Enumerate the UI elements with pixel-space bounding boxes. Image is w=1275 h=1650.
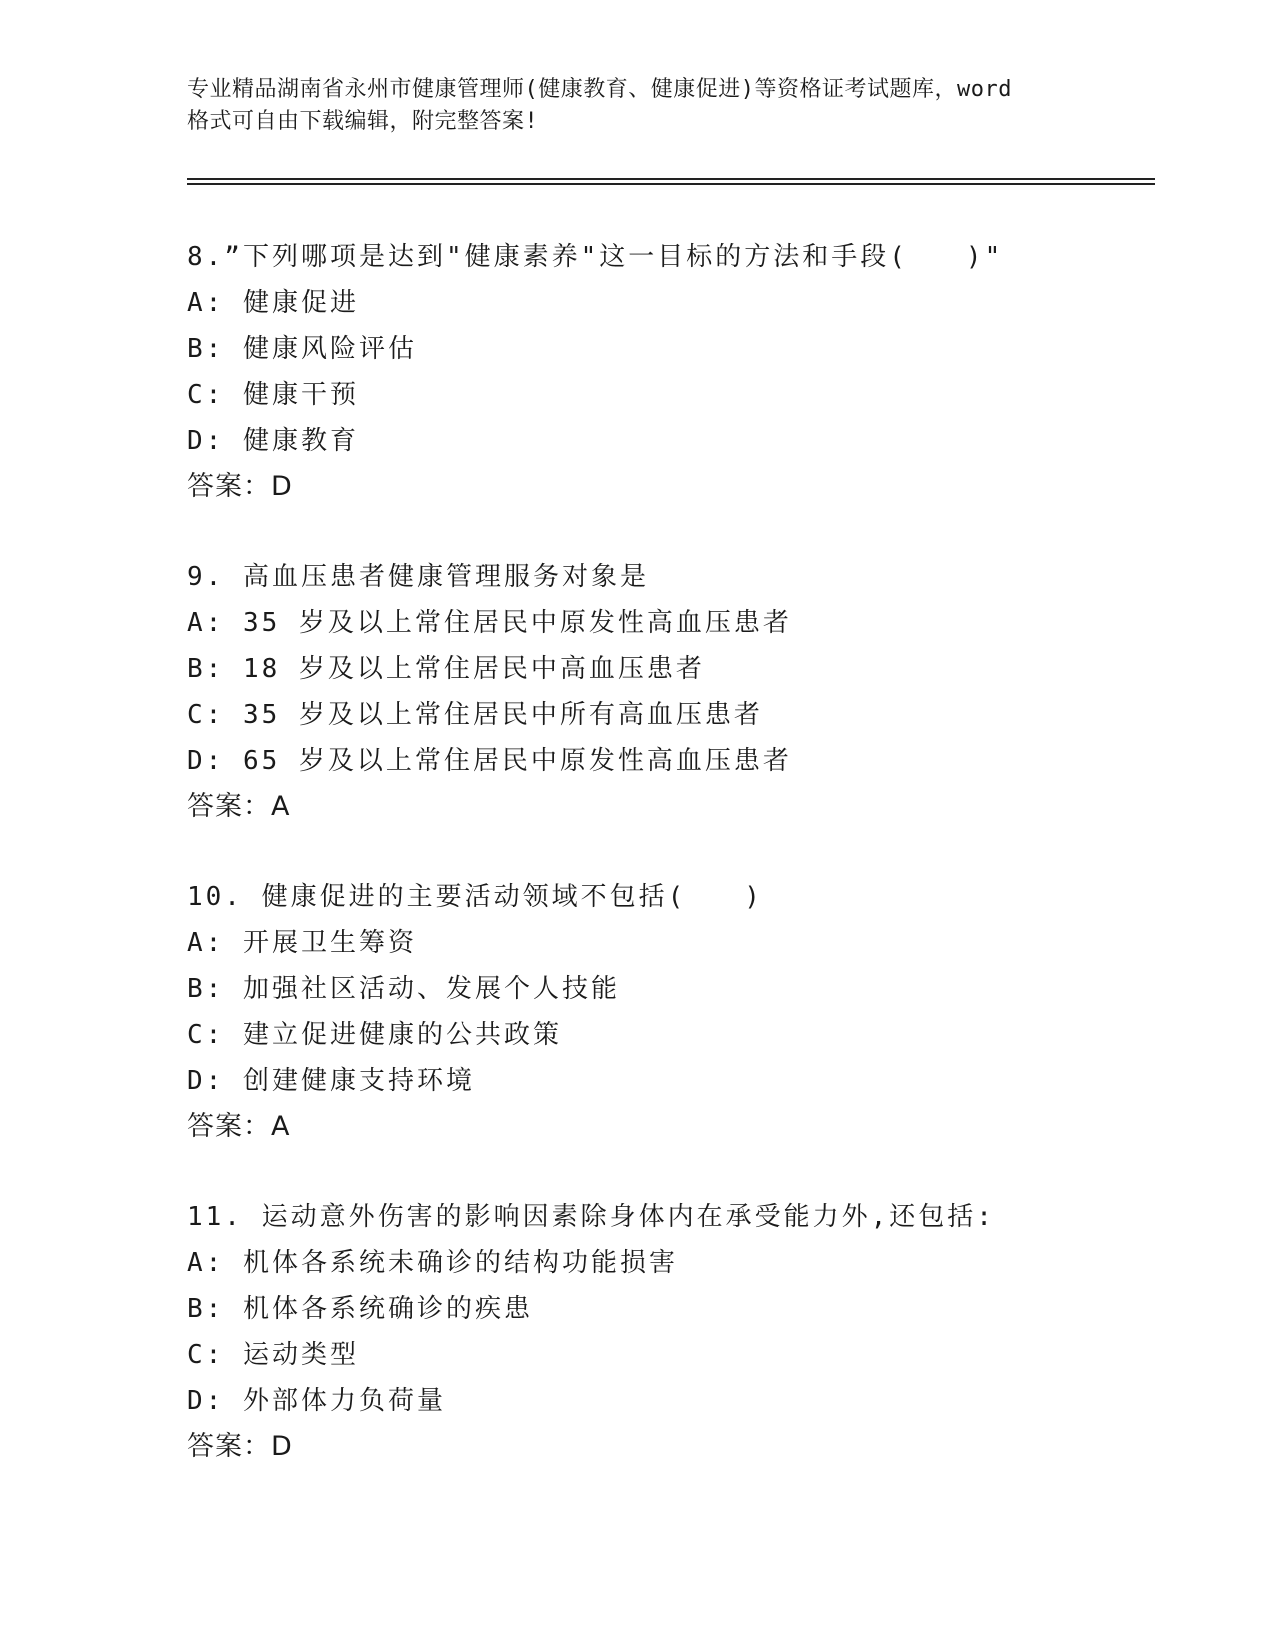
option-a: A: 35 岁及以上常住居民中原发性高血压患者 — [187, 608, 792, 638]
header-divider-bottom — [187, 183, 1155, 185]
option-a: A: 机体各系统未确诊的结构功能损害 — [187, 1248, 678, 1278]
option-b: B: 18 岁及以上常住居民中高血压患者 — [187, 654, 705, 684]
header-line-1: 专业精品湖南省永州市健康管理师(健康教育、健康促进)等资格证考试题库，word — [187, 77, 1012, 102]
option-b: B: 健康风险评估 — [187, 334, 417, 364]
option-c: C: 运动类型 — [187, 1340, 359, 1370]
header-line-2: 格式可自由下载编辑，附完整答案! — [187, 109, 539, 134]
option-c: C: 健康干预 — [187, 380, 359, 410]
question-stem: 9. 高血压患者健康管理服务对象是 — [187, 562, 649, 592]
answer: 答案：A — [187, 791, 291, 822]
answer: 答案：D — [187, 471, 293, 502]
question-stem: 11. 运动意外伤害的影响因素除身体内在承受能力外,还包括: — [187, 1202, 995, 1232]
option-b: B: 机体各系统确诊的疾患 — [187, 1294, 533, 1324]
option-d: D: 65 岁及以上常住居民中原发性高血压患者 — [187, 746, 792, 776]
option-c: C: 35 岁及以上常住居民中所有高血压患者 — [187, 700, 763, 730]
question-stem: 10. 健康促进的主要活动领域不包括( ) — [187, 882, 763, 912]
option-a: A: 健康促进 — [187, 288, 359, 318]
answer: 答案：D — [187, 1431, 293, 1462]
option-b: B: 加强社区活动、发展个人技能 — [187, 974, 620, 1004]
document-header — [187, 74, 1087, 138]
question-11 — [187, 1194, 1147, 1470]
option-d: D: 健康教育 — [187, 426, 359, 456]
question-10 — [187, 874, 1147, 1150]
answer: 答案：A — [187, 1111, 291, 1142]
option-d: D: 创建健康支持环境 — [187, 1066, 475, 1096]
option-c: C: 建立促进健康的公共政策 — [187, 1020, 562, 1050]
option-a: A: 开展卫生筹资 — [187, 928, 417, 958]
question-9 — [187, 554, 1147, 830]
question-8 — [187, 234, 1147, 510]
question-stem: 8.”下列哪项是达到"健康素养"这一目标的方法和手段( )" — [187, 242, 1004, 272]
option-d: D: 外部体力负荷量 — [187, 1386, 446, 1416]
header-divider-top — [187, 178, 1155, 180]
